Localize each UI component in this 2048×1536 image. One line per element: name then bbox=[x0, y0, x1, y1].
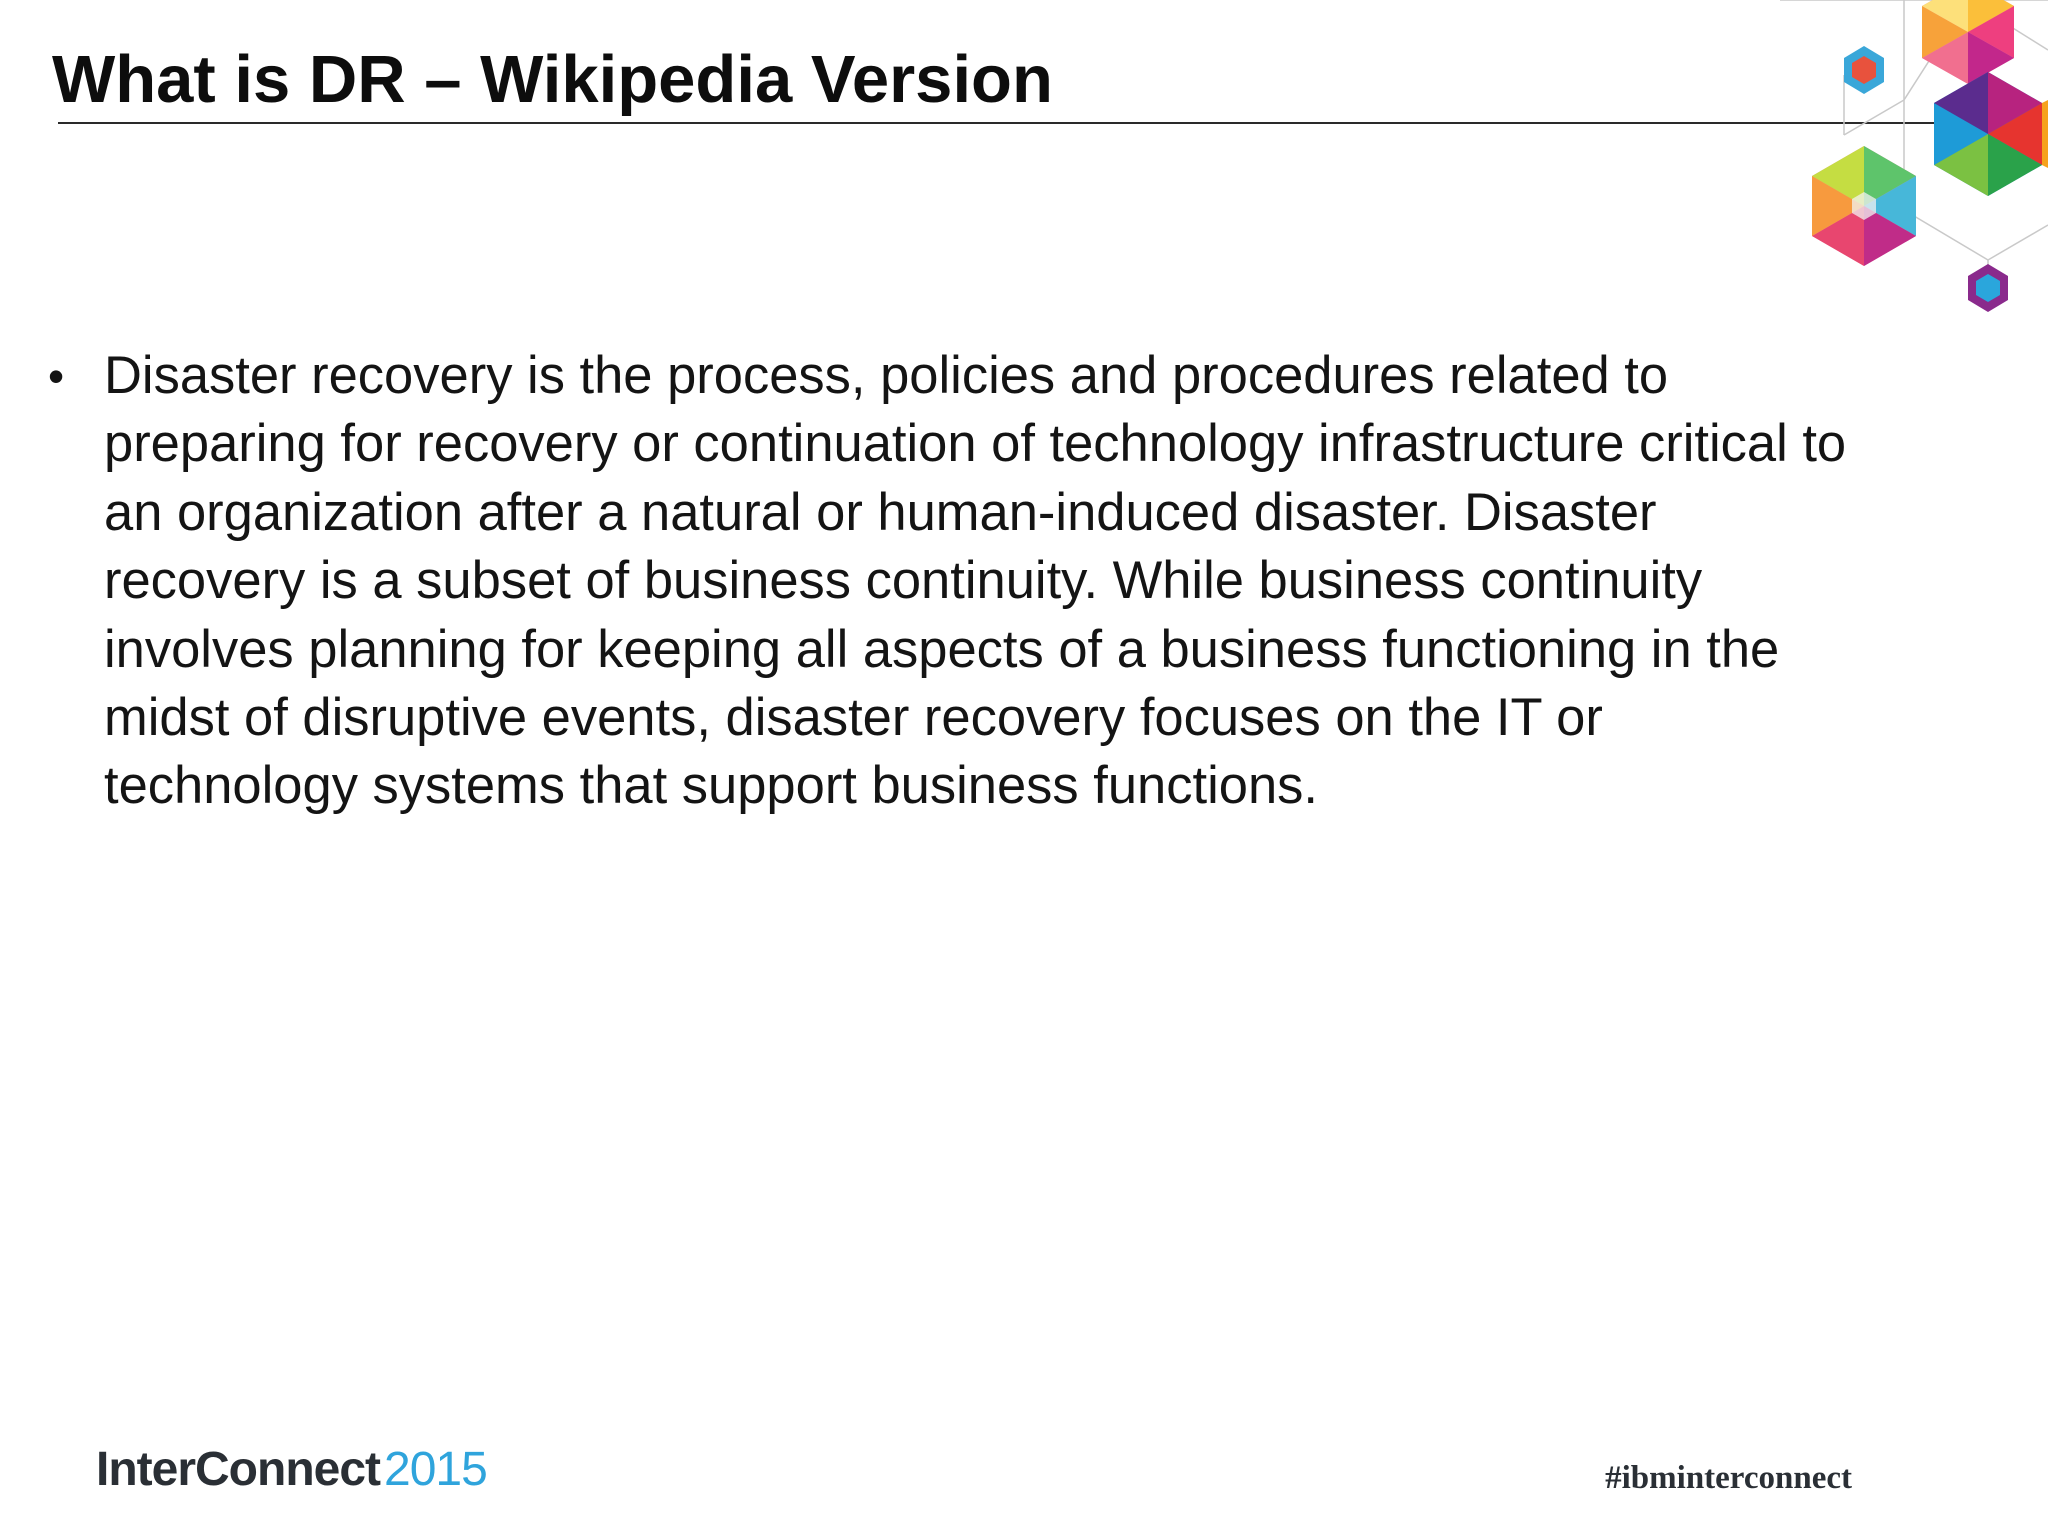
title-divider bbox=[58, 122, 2048, 124]
body-text-line: involves planning for keeping all aspects of a business functioning in the bbox=[104, 619, 1780, 679]
slide-title: What is DR – Wikipedia Version bbox=[52, 42, 1053, 117]
body-text-line: Disaster recovery is the process, policies and procedures related to bbox=[104, 346, 1669, 405]
colorful-hexagon-cluster-icon bbox=[1780, 0, 2048, 320]
list-item bbox=[48, 342, 2008, 821]
event-hashtag: #ibminterconnect bbox=[1605, 1460, 1852, 1496]
interconnect-logo bbox=[96, 1440, 487, 1500]
brand-name: InterConnect bbox=[96, 1443, 381, 1496]
body-text-line: recovery is a subset of business continuity. While business continuity bbox=[104, 551, 1703, 611]
brand-year: 2015 bbox=[384, 1443, 487, 1496]
body-text-line: an organization after a natural or human-induced disaster. Disaster bbox=[104, 482, 1657, 542]
bullet-icon: • bbox=[48, 350, 65, 402]
body-text-line: technology systems that support business functions. bbox=[104, 756, 1318, 816]
body-text-line: midst of disruptive events, disaster recovery focuses on the IT or bbox=[104, 688, 1603, 748]
body-text-line: preparing for recovery or continuation of technology infrastructure critical to bbox=[104, 414, 1847, 474]
bullet-list bbox=[48, 342, 2008, 821]
